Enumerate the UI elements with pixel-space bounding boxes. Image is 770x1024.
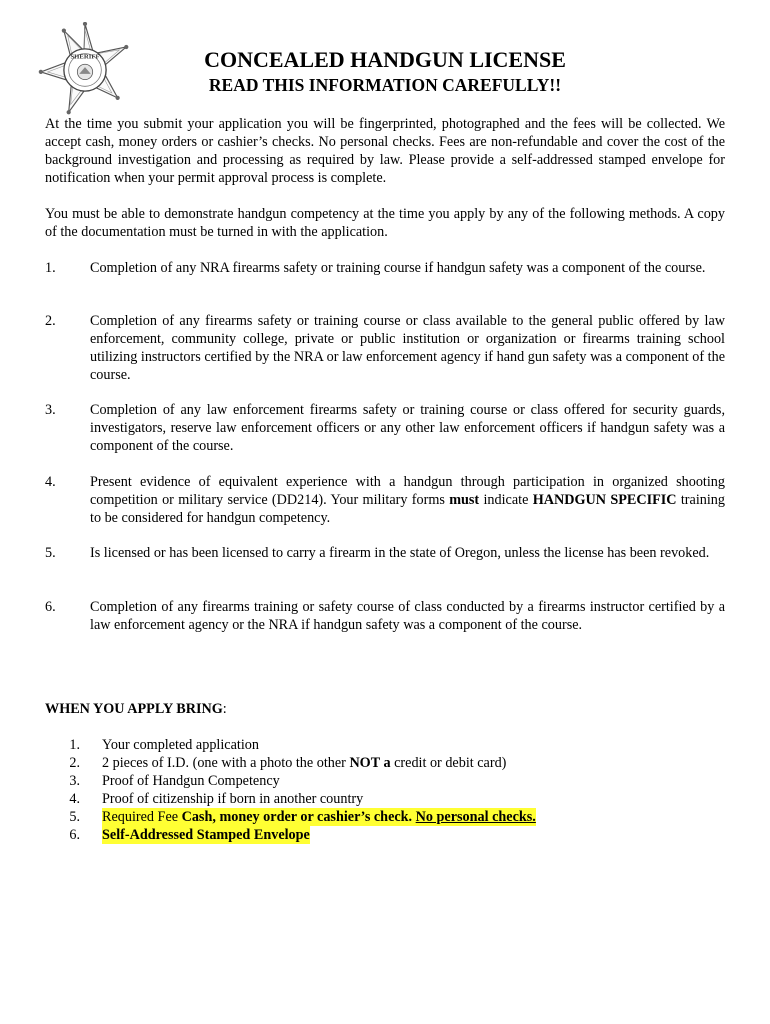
bring-text-part: 2 pieces of I.D. (one with a photo the other [102,755,350,771]
method-number: 2. [45,313,56,329]
method-emphasis-must: must [449,492,480,508]
method-text-part: Present evidence of equivalent experience with a handgun through participation in organized shooting competition or military service (DD214). Your military forms [90,474,725,508]
bring-item [60,772,680,790]
sheriff-badge-icon [36,22,134,118]
method-number: 1. [45,260,56,276]
bring-item [60,790,680,808]
method-number: 6. [45,599,56,615]
bring-item [60,826,680,844]
intro-paragraph-fees: At the time you submit your application you will be fingerprinted, photographed and the fees will be collected. We accept cash, money orders or cashier’s checks. No personal checks. Fees are non-refundable and cover the cost of the background investigation and processing as required by law. Please provide a self-addressed stamped envelope for notification when your permit approval process is complete. [45,116,725,186]
bring-heading-colon: : [222,701,227,717]
bring-text-part: credit or debit card) [390,755,507,771]
method-item [45,401,725,455]
bring-text: Proof of Handgun Competency [102,773,280,789]
method-emphasis-handgun-specific: HANDGUN SPECIFIC [532,492,677,508]
bring-heading-text: WHEN YOU APPLY BRING [45,701,223,717]
bring-heading [45,700,227,718]
bring-number: 4. [69,791,80,807]
bring-emphasis-not: NOT a [349,755,391,771]
method-text-part: indicate [479,492,533,508]
bring-text-highlighted: Self-Addressed Stamped Envelope [102,827,310,843]
method-number: 5. [45,545,56,561]
bring-number: 1. [69,737,80,753]
method-number: 4. [45,474,56,490]
method-item [45,259,725,277]
bring-list [60,736,680,844]
method-text: Completion of any firearms training or safety course of class conducted by a firearms instructor certified by a law enforcement agency or the NRA if handgun safety was a component of the course. [90,599,725,633]
bring-emphasis-payment: Cash, money order or cashier’s check. [181,809,413,825]
page-subtitle: READ THIS INFORMATION CAREFULLY!! [208,75,562,95]
method-item [45,312,725,384]
method-text: Completion of any NRA firearms safety or training course if handgun safety was a component of the course. [90,260,706,276]
method-text [90,473,725,527]
method-text: Completion of any firearms safety or training course or class available to the general public offered by law enforcement, community college, private or public institution or organization or firearms training school utilizing instructors certified by the NRA or law enforcement agency if hand gun safety was a component of the course. [90,313,725,383]
bring-text: Your completed application [102,737,259,753]
method-text: Completion of any law enforcement firearms safety or training course or class offered for security guards, investigators, reserve law enforcement officers or any other law enforcement officers if handgun safety was a component of the course. [90,402,725,454]
badge-text: SHERIFF [70,53,100,61]
method-item [45,598,725,634]
method-item [45,473,725,527]
bring-number: 6. [69,827,80,843]
bring-text [102,754,506,772]
method-text: Is licensed or has been licensed to carry a firearm in the state of Oregon, unless the license has been revoked. [90,545,710,561]
bring-text-highlighted [102,808,536,826]
method-item [45,544,725,562]
page-title: CONCEALED HANDGUN LICENSE [204,47,566,72]
bring-item [60,754,680,772]
bring-text-part: Required Fee [102,809,182,825]
bring-number: 3. [69,773,80,789]
bring-number: 2. [69,755,80,771]
method-text-part: training to be considered for handgun competency. [90,492,725,526]
bring-text: Proof of citizenship if born in another country [102,791,364,807]
bring-number: 5. [69,809,80,825]
method-number: 3. [45,402,56,418]
bring-emphasis-no-personal-checks: No personal checks. [415,809,536,825]
bring-item [60,808,680,826]
intro-paragraph-competency: You must be able to demonstrate handgun competency at the time you apply by any of the following methods. A copy of the documentation must be turned in with the application. [45,206,725,240]
bring-item [60,736,680,754]
